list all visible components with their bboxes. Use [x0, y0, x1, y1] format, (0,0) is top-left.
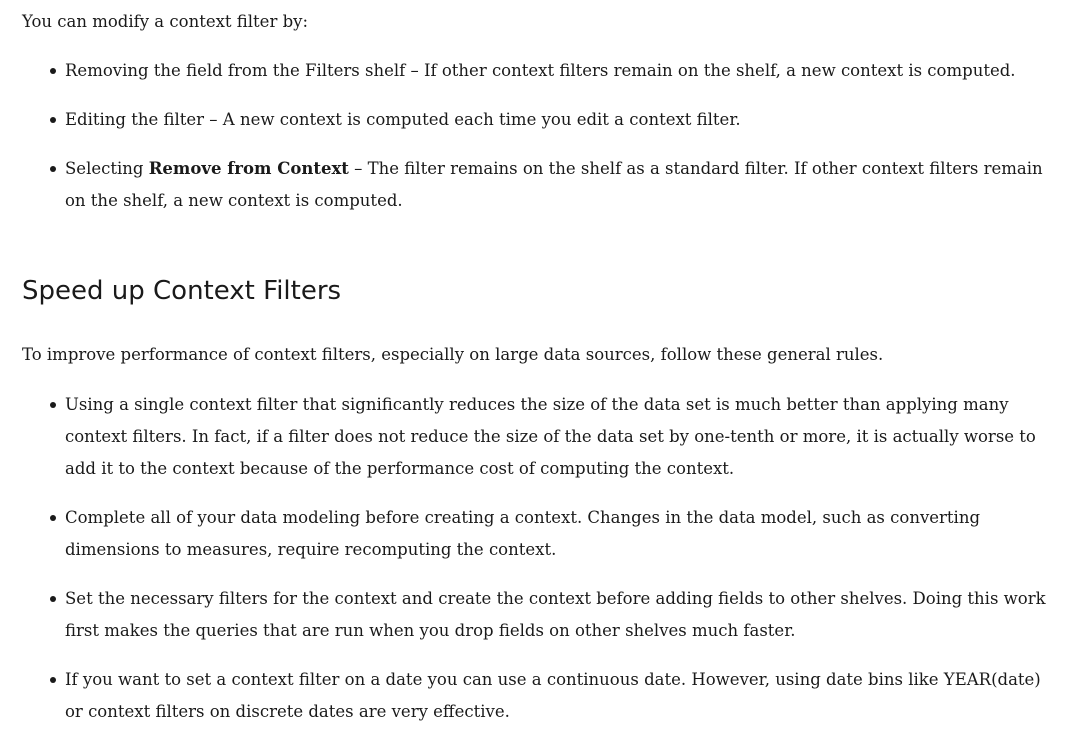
remove-from-context-label: Remove from Context — [148, 159, 349, 178]
list-item-text: Complete all of your data modeling before creating a context. Changes in the data model, such as converting dimensions to measures, require recomputing the context. — [65, 508, 981, 559]
bullet-icon — [50, 677, 56, 683]
list-item-text: Using a single context filter that significantly reduces the size of the data set is much better than applying many context filters. In fact, if a filter does not reduce the size of the data set by one-tenth or more, it is actually worse to add it to the context because of the performance cost of computing the context. — [65, 395, 1036, 478]
bullet-icon — [50, 117, 56, 123]
section-heading: Speed up Context Filters — [22, 276, 342, 306]
bullet-icon — [50, 68, 56, 74]
bullet-icon — [50, 515, 56, 521]
bullet-icon — [50, 596, 56, 602]
list-item — [22, 153, 1062, 217]
list-item — [22, 55, 1062, 104]
list-item-text: If you want to set a context filter on a date you can use a continuous date. However, using date bins like YEAR(date) or context filters on discrete dates are very effective. — [65, 670, 1041, 721]
list-item — [22, 583, 1062, 664]
list-item-text-suffix: – The filter remains on the shelf as a standard filter. If other context filters remain on the shelf, a new context is computed. — [65, 159, 1043, 210]
list-item-text: Set the necessary filters for the context and create the context before adding fields to other shelves. Doing this work first makes the queries that are run when you drop fields on other shelves much faster. — [65, 589, 1046, 640]
list-item-text: Editing the filter – A new context is computed each time you edit a context filter. — [65, 110, 741, 129]
list-item — [22, 104, 1062, 153]
list-item-text — [65, 153, 1062, 217]
list-item-text-prefix: Selecting — [65, 159, 149, 178]
intro-paragraph: You can modify a context filter by: — [22, 12, 309, 31]
list-item — [22, 502, 1062, 583]
performance-rules-list — [22, 389, 1062, 728]
list-item — [22, 389, 1062, 502]
bullet-icon — [50, 402, 56, 408]
section-lead-paragraph: To improve performance of context filters, especially on large data sources, follow these general rules. — [22, 345, 884, 364]
list-item — [22, 664, 1062, 728]
list-item-text: Removing the field from the Filters shelf – If other context filters remain on the shelf, a new context is computed. — [65, 61, 1016, 80]
modify-options-list — [22, 55, 1062, 217]
bullet-icon — [50, 166, 56, 172]
